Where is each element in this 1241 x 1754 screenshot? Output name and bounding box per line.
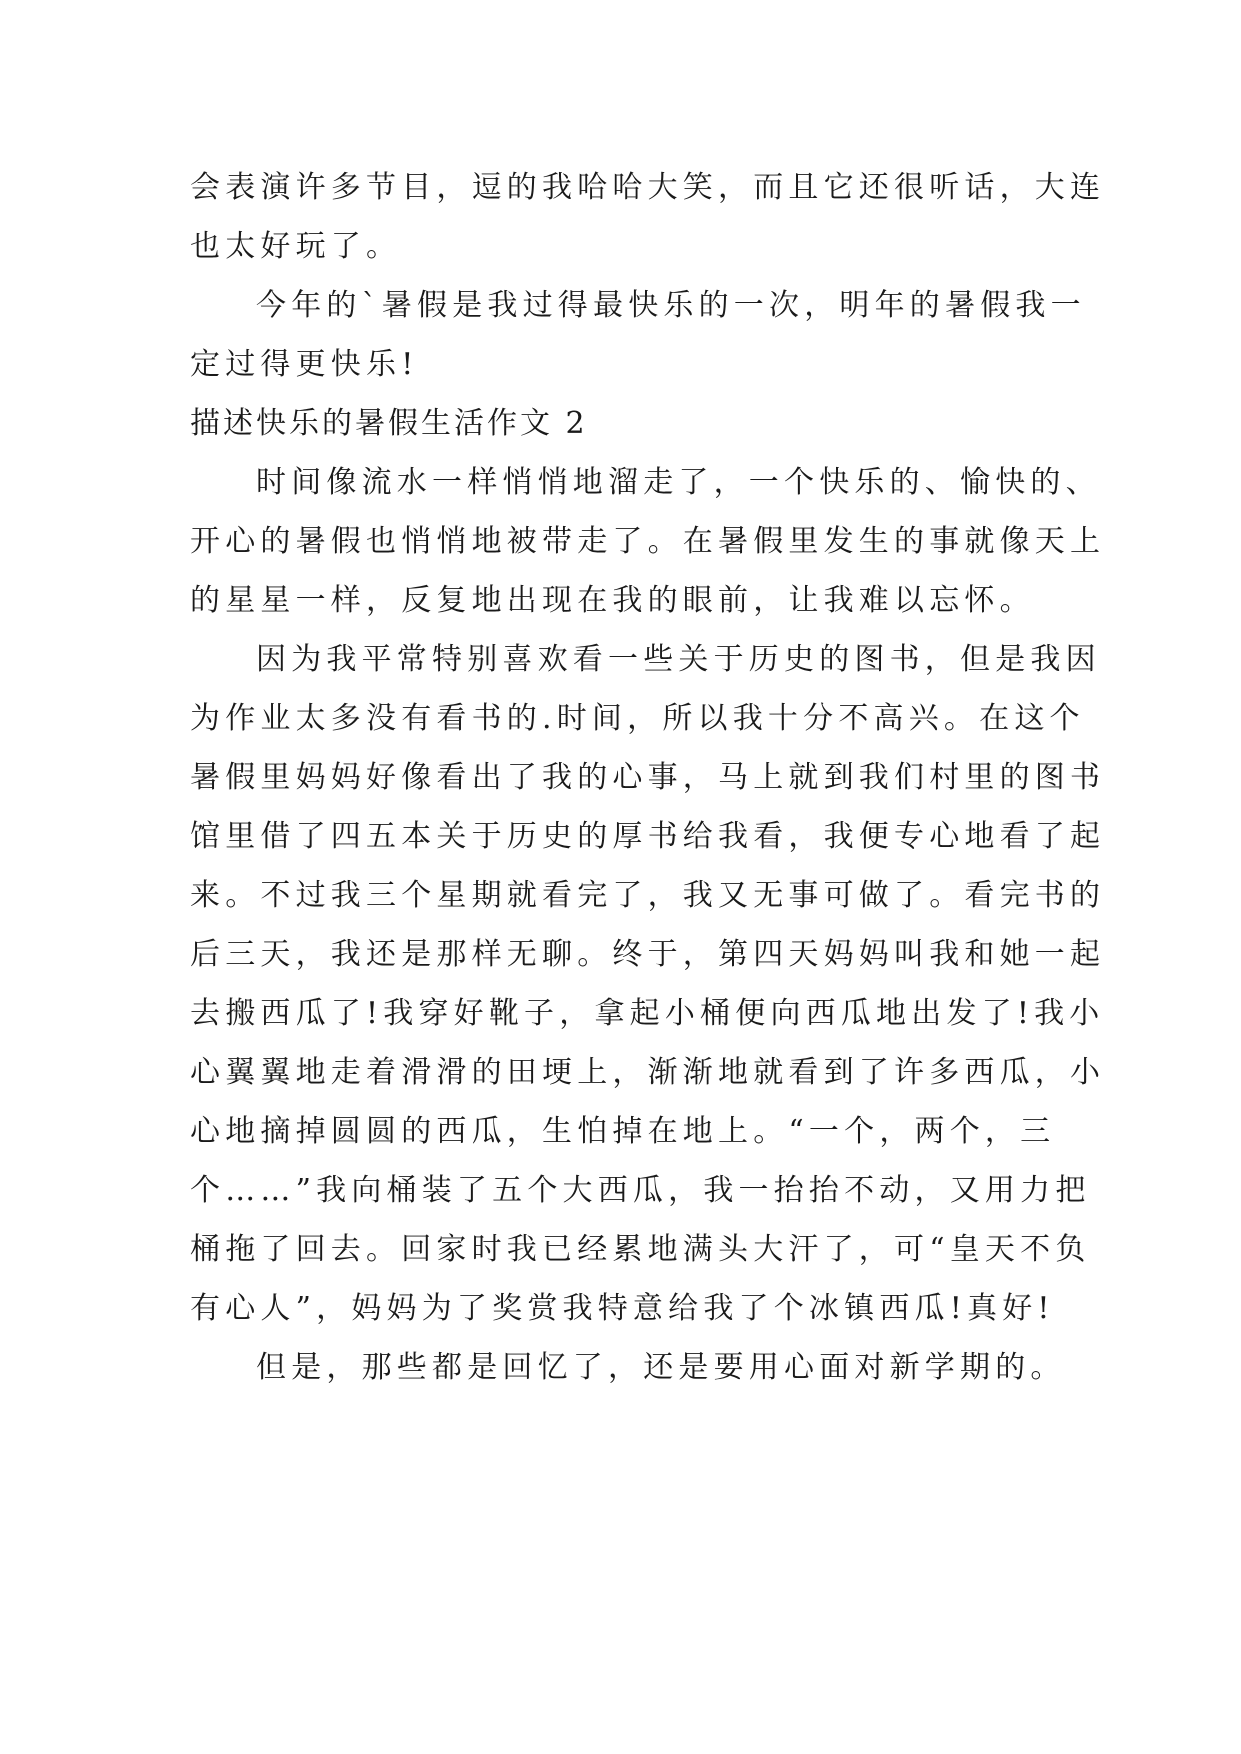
text-line: 有心人”，妈妈为了奖赏我特意给我了个冰镇西瓜!真好! xyxy=(190,1291,1055,1326)
text-line: 心翼翼地走着滑滑的田埂上，渐渐地就看到了许多西瓜，小 xyxy=(190,1055,1106,1090)
text-line: 为作业太多没有看书的.时间，所以我十分不高兴。在这个 xyxy=(190,701,1085,736)
document-body xyxy=(190,158,1106,1397)
paragraph-start-line: 因为我平常特别喜欢看一些关于历史的图书，但是我因 xyxy=(256,642,1101,677)
paragraph-start-line: 但是，那些都是回忆了，还是要用心面对新学期的。 xyxy=(256,1350,1066,1385)
paragraph-start-line: 今年的`暑假是我过得最快乐的一次，明年的暑假我一 xyxy=(256,288,1086,323)
text-line: 馆里借了四五本关于历史的厚书给我看，我便专心地看了起 xyxy=(190,819,1106,854)
text-line: 桶拖了回去。回家时我已经累地满头大汗了，可“皇天不负 xyxy=(190,1232,1091,1267)
text-line: 个……”我向桶装了五个大西瓜，我一抬抬不动，又用力把 xyxy=(190,1173,1091,1208)
text-line: 会表演许多节目，逗的我哈哈大笑，而且它还很听话，大连 xyxy=(190,170,1106,205)
text-line: 定过得更快乐! xyxy=(190,347,419,382)
text-line: 的星星一样，反复地出现在我的眼前，让我难以忘怀。 xyxy=(190,583,1035,618)
text-line: 心地摘掉圆圆的西瓜，生怕掉在地上。“一个，两个，三 xyxy=(190,1114,1056,1149)
text-line: 暑假里妈妈好像看出了我的心事，马上就到我们村里的图书 xyxy=(190,760,1106,795)
text-line: 开心的暑假也悄悄地被带走了。在暑假里发生的事就像天上 xyxy=(190,524,1106,559)
text-line: 也太好玩了。 xyxy=(190,229,402,264)
section-heading: 描述快乐的暑假生活作文 2 xyxy=(190,406,588,441)
text-line: 后三天，我还是那样无聊。终于，第四天妈妈叫我和她一起 xyxy=(190,937,1106,972)
text-line: 来。不过我三个星期就看完了，我又无事可做了。看完书的 xyxy=(190,878,1106,913)
text-line: 去搬西瓜了!我穿好靴子，拿起小桶便向西瓜地出发了!我小 xyxy=(190,996,1105,1031)
paragraph-start-line: 时间像流水一样悄悄地溜走了，一个快乐的、愉快的、 xyxy=(256,465,1101,500)
